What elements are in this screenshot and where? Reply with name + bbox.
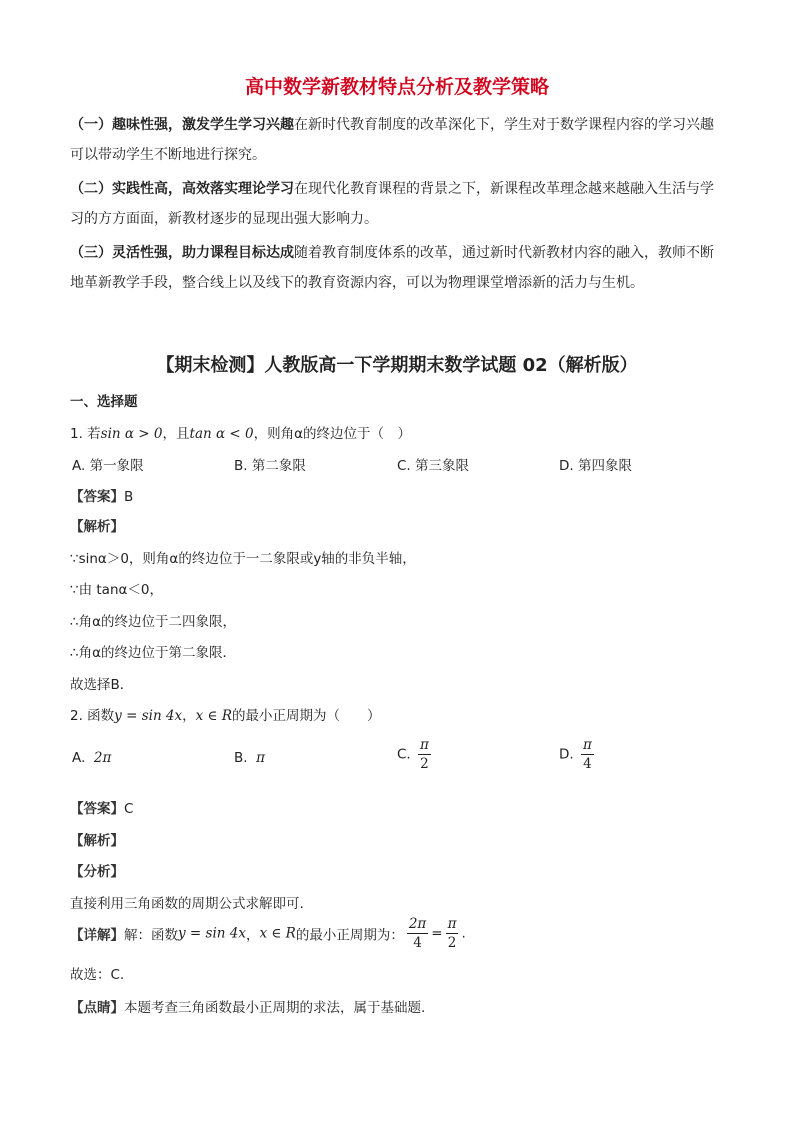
q2-option-d: D. $\frac{\pi}{4}$	[559, 737, 592, 772]
intro-text: 在现代化教育课程的背景之下，新课程改革理念越来越融入生活与学习的方方面面，新教材逐步的显现出强大影响力。	[70, 181, 714, 227]
q2-analysis-text: 直接利用三角函数的周期公式求解即可.	[70, 896, 304, 912]
q1-mid: ，且	[162, 426, 190, 442]
q1-suffix: ，则角α的终边位于（ ）	[253, 426, 411, 442]
q1-step-1: ∵sinα＞0，则角α的终边位于一二象限或y轴的非负半轴，	[70, 551, 416, 567]
q2-sep: ，	[182, 708, 196, 724]
intro-text: 在新时代教育制度的改革深化下，学生对于数学课程内容的学习兴趣可以带动学生不断地进行探究。	[70, 117, 714, 163]
q1-step-3: ∴角α的终边位于二四象限，	[70, 614, 236, 630]
answer-tag: 【答案】	[70, 801, 124, 817]
q2-suffix: 的最小正周期为（ ）	[232, 708, 381, 724]
comment-tag: 【点睛】	[70, 1000, 124, 1016]
intro-paragraph-2	[70, 174, 724, 234]
q2-choose: 故选：C.	[70, 967, 125, 983]
q1-step-2: ∵由 tanα＜0，	[70, 582, 163, 598]
q2-analysis-tag: 【解析】	[70, 833, 124, 849]
section-heading: 一、选择题	[70, 394, 138, 410]
page-title: 高中数学新教材特点分析及教学策略	[244, 76, 549, 98]
q2-comment: 【点睛】本题考查三角函数最小正周期的求法，属于基础题.	[70, 1000, 426, 1016]
q2-answer	[70, 797, 133, 817]
intro-paragraph-1	[70, 110, 724, 170]
q1-option-a: A. 第一象限	[72, 458, 144, 474]
q1-step-4: ∴角α的终边位于第二象限．	[70, 645, 236, 661]
detail-fraction-1: $\frac{2\pi}{4}$	[408, 916, 427, 951]
question-2-stem	[70, 704, 381, 724]
q1-analysis-tag: 【解析】	[70, 519, 124, 535]
q1-prefix: 1. 若	[70, 426, 101, 442]
q1-option-c: C. 第三象限	[397, 458, 470, 474]
answer-tag: 【答案】	[70, 489, 124, 505]
q2-option-d-fraction: $\frac{\pi}{4}$	[582, 737, 592, 772]
q1-step-5: 故选择B．	[70, 677, 134, 693]
exam-title: 【期末检测】人教版高一下学期期末数学试题 02（解析版）	[156, 355, 638, 376]
q1-option-b: B. 第二象限	[234, 458, 306, 474]
intro-text: 随着教育制度体系的改革，通过新时代新教材内容的融入，教师不断地革新教学手段，整合线上以及线下的教育资源内容，可以为物理课堂增添新的活力与生机。	[70, 245, 714, 291]
q1-cond2: tan α < 0	[189, 426, 254, 442]
detail-fraction-2: $\frac{\pi}{2}$	[447, 916, 457, 951]
q2-detail: 【详解】解：函数y = sin 4x，x ∈ R的最小正周期为： $\frac{2\pi}{4}$ = $\frac{\pi}{2}$ .	[70, 916, 466, 951]
q2-func: y = sin 4x	[114, 708, 183, 724]
q1-cond1: sin α > 0	[100, 426, 163, 442]
q2-option-a: A. 2π	[72, 750, 112, 766]
q2-analysis-sub-tag: 【分析】	[70, 864, 124, 880]
q2-option-b: B. π	[234, 750, 266, 766]
intro-paragraph-3	[70, 238, 724, 298]
intro-lead: （三）灵活性强，助力课程目标达成	[70, 245, 294, 261]
intro-lead: （二）实践性高，高效落实理论学习	[70, 181, 294, 197]
answer-value: B	[124, 489, 134, 505]
q1-option-d: D. 第四象限	[559, 458, 632, 474]
q2-prefix: 2. 函数	[70, 708, 115, 724]
intro-lead: （一）趣味性强，激发学生学习兴趣	[70, 117, 294, 133]
q1-answer	[70, 485, 133, 505]
q2-option-c-fraction: $\frac{\pi}{2}$	[420, 737, 429, 772]
q2-domain: x ∈ R	[195, 708, 232, 724]
detail-tag: 【详解】	[70, 927, 124, 944]
q2-option-c: C. $\frac{\pi}{2}$	[397, 737, 429, 772]
question-1-stem	[70, 422, 411, 442]
answer-value: C	[124, 801, 134, 817]
